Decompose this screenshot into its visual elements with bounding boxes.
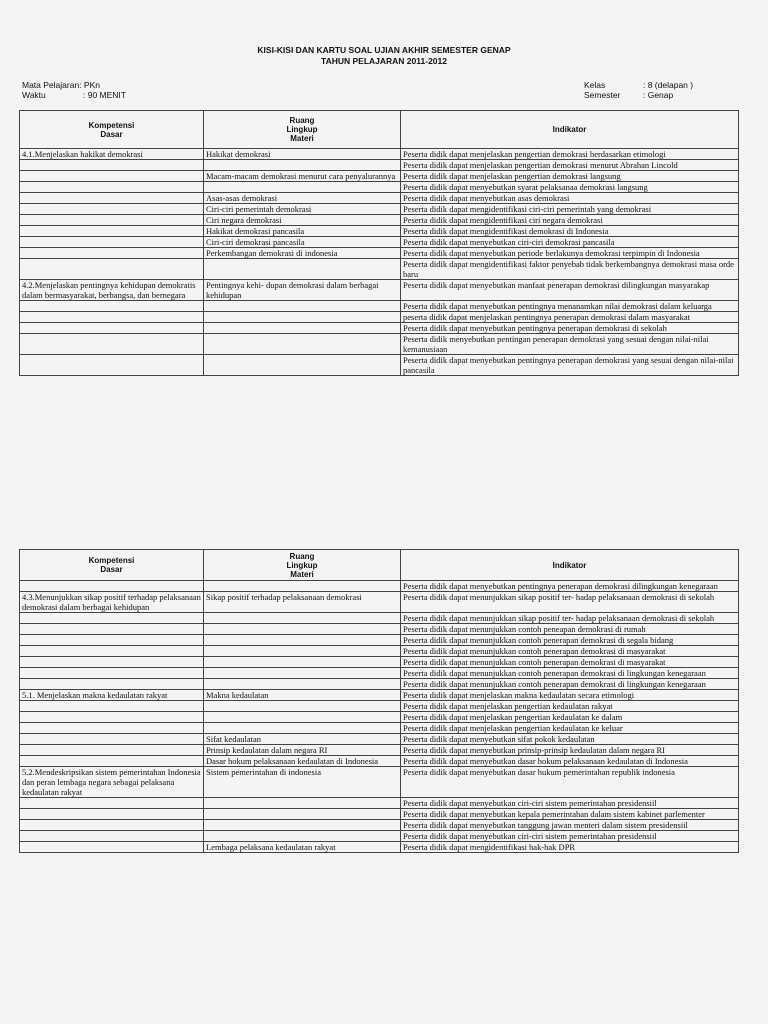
indikator-cell: Peserta didik dapat menunjukkan contoh penerapan demokrasi di masyarakat — [401, 646, 739, 657]
table-row — [20, 259, 739, 280]
materi-cell: Lembaga pelaksana kedaulatan rakyat — [204, 842, 401, 853]
table-row — [20, 679, 739, 690]
kompetensi-dasar-cell: 5.1. Menjelaskan makna kedaulatan rakyat — [20, 690, 204, 701]
materi-cell: Sifat kedaulatan — [204, 734, 401, 745]
indikator-cell: Peserta didik menyebutkan pentingan penerapan demokrasi yang sesuai dengan nilai-nilai kemanusiaan — [401, 334, 739, 355]
materi-cell — [204, 723, 401, 734]
kompetensi-dasar-cell — [20, 624, 204, 635]
materi-cell — [204, 312, 401, 323]
semester-value: : Genap — [643, 90, 674, 100]
waktu-label: Waktu — [22, 90, 46, 100]
indikator-cell: Peserta didik dapat menjelaskan pengertian demokrasi langsung — [401, 171, 739, 182]
indikator-cell: Peserta didik dapat menyebutkan dasar hokum pelaksanaan kedaulatan di Indonesia — [401, 756, 739, 767]
kompetensi-dasar-cell — [20, 613, 204, 624]
indikator-cell: Peserta didik dapat mengidentifikasi demokrasi di Indonesia — [401, 226, 739, 237]
materi-cell: Hakikat demokrasi pancasila — [204, 226, 401, 237]
table-row — [20, 204, 739, 215]
table-row — [20, 820, 739, 831]
materi-cell: Ciri negara demokrasi — [204, 215, 401, 226]
kompetensi-dasar-cell — [20, 248, 204, 259]
materi-cell — [204, 259, 401, 280]
materi-cell: Ciri-ciri demokrasi pancasila — [204, 237, 401, 248]
table-header-row — [20, 550, 739, 581]
indikator-cell: Peserta didik dapat menyebutkan ciri-ciri sistem pemerintahan presidensiil — [401, 798, 739, 809]
header-indikator: Indikator — [401, 111, 739, 149]
indikator-cell: Peserta didik dapat menjelaskan pengertian kedaulatan ke keluar — [401, 723, 739, 734]
table-row — [20, 809, 739, 820]
table-row — [20, 624, 739, 635]
header-kompetensi-dasar: Kompetensi Dasar — [20, 111, 204, 149]
kompetensi-dasar-cell — [20, 226, 204, 237]
kompetensi-dasar-cell — [20, 668, 204, 679]
kompetensi-dasar-cell — [20, 323, 204, 334]
materi-cell — [204, 355, 401, 376]
materi-cell — [204, 831, 401, 842]
table-row — [20, 842, 739, 853]
table-row — [20, 355, 739, 376]
indikator-cell: Peserta didik dapat menyebutkan periode berlakunya demokrasi terpimpin di Indonesia — [401, 248, 739, 259]
indikator-cell: Peserta didik dapat mengidentifikasi ciri-ciri pemerintah yang demokrasi — [401, 204, 739, 215]
indikator-cell: Peserta didik dapat menyebutkan manfaat penerapan demokrasi dilingkungan masyarakap — [401, 280, 739, 301]
materi-cell — [204, 820, 401, 831]
materi-cell — [204, 679, 401, 690]
materi-cell: Asas-asas demokrasi — [204, 193, 401, 204]
table-row — [20, 334, 739, 355]
table-row — [20, 280, 739, 301]
table-row — [20, 831, 739, 842]
indikator-cell: Peserta didik dapat menyebutkan pentingnya menanamkan nilai demokrasi dalam keluarga — [401, 301, 739, 312]
indikator-cell: Peserta didik dapat menyebutkan pentingnya penerapan demokrasi yang sesuai dengan nilai-nilai pancasila — [401, 355, 739, 376]
materi-cell — [204, 635, 401, 646]
table-row — [20, 635, 739, 646]
kompetensi-dasar-cell — [20, 334, 204, 355]
materi-cell: Dasar hokum pelaksanaan kedaulatan di Indonesia — [204, 756, 401, 767]
indikator-cell: Peserta didik dapat menunjukkan contoh penerapan demokrasi di segala bidang — [401, 635, 739, 646]
header-ruang-lingkup-materi: Ruang Lingkup Materi — [204, 111, 401, 149]
kompetensi-dasar-cell — [20, 756, 204, 767]
semester-label: Semester — [584, 90, 621, 100]
indikator-cell: Peserta didik dapat mengidentifikasi ciri negara demokrasi — [401, 215, 739, 226]
table-row — [20, 248, 739, 259]
indikator-cell: Peserta didik dapat menjelaskan pengertian kedaulatan rakyat — [401, 701, 739, 712]
kelas-label: Kelas — [584, 80, 606, 90]
doc-title: KISI-KISI DAN KARTU SOAL UJIAN AKHIR SEMESTER GENAP — [257, 45, 511, 55]
materi-cell: Pentingnya kehi- dupan demokrasi dalam berbagai kehidupan — [204, 280, 401, 301]
materi-cell — [204, 646, 401, 657]
table-row — [20, 193, 739, 204]
table-row — [20, 312, 739, 323]
kompetensi-dasar-cell — [20, 204, 204, 215]
table-row — [20, 182, 739, 193]
indikator-cell: Peserta didik dapat menyebutkan sifat pokok kedaulatan — [401, 734, 739, 745]
kompetensi-dasar-cell — [20, 679, 204, 690]
indikator-cell: Peserta didik dapat menunjukkan sikap positif ter- hadap pelaksanaan demokrasi di sekolah — [401, 613, 739, 624]
waktu-value: : 90 MENIT — [83, 90, 126, 100]
kompetensi-dasar-cell: 4.3.Menunjukkan sikap positif terhadap pelaksanaan demokrasi dalam berbagai kehidupan — [20, 592, 204, 613]
indikator-cell: Peserta didik dapat menjelaskan pengertian demokrasi menurut Abrahan Lincold — [401, 160, 739, 171]
materi-cell — [204, 323, 401, 334]
kompetensi-dasar-cell — [20, 723, 204, 734]
kompetensi-dasar-cell — [20, 182, 204, 193]
kompetensi-dasar-cell — [20, 712, 204, 723]
materi-cell — [204, 160, 401, 171]
table-row — [20, 613, 739, 624]
materi-cell: Perkembangan demokrasi di indonesia — [204, 248, 401, 259]
table-row — [20, 767, 739, 798]
materi-cell: Sistem pemerintahan di indonesia — [204, 767, 401, 798]
kisi-table-1 — [19, 110, 739, 376]
table-row — [20, 323, 739, 334]
kompetensi-dasar-cell — [20, 820, 204, 831]
materi-cell — [204, 613, 401, 624]
table-row — [20, 756, 739, 767]
materi-cell: Sikap positif terhadap pelaksanaan demokrasi — [204, 592, 401, 613]
table-header-row — [20, 111, 739, 149]
table-row — [20, 690, 739, 701]
table-row — [20, 226, 739, 237]
kompetensi-dasar-cell — [20, 160, 204, 171]
indikator-cell: Peserta didik dapat menyebutkan asas demokrasi — [401, 193, 739, 204]
indikator-cell: Peserta didik dapat menunjukkan contoh peneapan demokrasi di rumah — [401, 624, 739, 635]
kompetensi-dasar-cell — [20, 301, 204, 312]
materi-cell — [204, 657, 401, 668]
doc-subtitle: TAHUN PELAJARAN 2011-2012 — [321, 56, 447, 66]
kompetensi-dasar-cell — [20, 831, 204, 842]
kompetensi-dasar-cell — [20, 809, 204, 820]
materi-cell — [204, 182, 401, 193]
kisi-table-2 — [19, 549, 739, 853]
table-row — [20, 237, 739, 248]
indikator-cell: Peserta didik dapat menyebutkan pentingnya penerapan demokrasi di sekolah — [401, 323, 739, 334]
indikator-cell: Peserta didik dapat menyebutkan tanggung jawan menteri dalam sistem presidensiil — [401, 820, 739, 831]
materi-cell: Hakikat demokrasi — [204, 149, 401, 160]
indikator-cell: Peserta didik dapat mengidentifikasi hak-hak DPR — [401, 842, 739, 853]
kompetensi-dasar-cell — [20, 171, 204, 182]
kompetensi-dasar-cell — [20, 355, 204, 376]
table-2-body — [20, 581, 739, 853]
kompetensi-dasar-cell — [20, 646, 204, 657]
table-row — [20, 301, 739, 312]
kompetensi-dasar-cell — [20, 635, 204, 646]
materi-cell — [204, 581, 401, 592]
kompetensi-dasar-cell — [20, 215, 204, 226]
indikator-cell: Peserta didik dapat menjelaskan pengertian kedaulatan ke dalam — [401, 712, 739, 723]
materi-cell: Ciri-ciri pemerintah demokrasi — [204, 204, 401, 215]
kompetensi-dasar-cell — [20, 798, 204, 809]
indikator-cell: Peserta didik dapat menyebutkan ciri-ciri demokrasi pancasila — [401, 237, 739, 248]
table-row — [20, 701, 739, 712]
kompetensi-dasar-cell — [20, 259, 204, 280]
indikator-cell: Peserta didik dapat menjelaskan pengertian demokrasi berdasarkan etimologi — [401, 149, 739, 160]
indikator-cell: Peserta didik dapat menunjukkan contoh penerapan demokrasi di lingkungan kenegaraan — [401, 679, 739, 690]
table-row — [20, 592, 739, 613]
table-row — [20, 734, 739, 745]
kompetensi-dasar-cell — [20, 581, 204, 592]
table-row — [20, 723, 739, 734]
table-1-body — [20, 149, 739, 376]
table-row — [20, 581, 739, 592]
indikator-cell: Peserta didik dapat mengidentifikasi faktor penyebab tidak berkembangnya demokrasi masa orde baru — [401, 259, 739, 280]
indikator-cell: Peserta didik dapat menjelaskan makna kedaulatan secara etimologi — [401, 690, 739, 701]
materi-cell — [204, 712, 401, 723]
indikator-cell: Peserta didik dapat menyebutkan kepala pemerintahan dalam sistem kabinet parlementer — [401, 809, 739, 820]
header-indikator: Indikator — [401, 550, 739, 581]
indikator-cell: Peserta didik dapat menyebutkan dasar hukum pemerintahan republik indonesia — [401, 767, 739, 798]
table-row — [20, 712, 739, 723]
kompetensi-dasar-cell — [20, 237, 204, 248]
indikator-cell: Peserta didik dapat menunjukkan sikap positif ter- hadap pelaksanaan demokrasi di sekolah — [401, 592, 739, 613]
materi-cell — [204, 809, 401, 820]
kompetensi-dasar-cell: 4.2.Menjelaskan pentingnya kehidupan demokratis dalam bermasyarakat, berbangsa, dan bernegara — [20, 280, 204, 301]
materi-cell: Prinsip kedaulatan dalam negara RI — [204, 745, 401, 756]
table-row — [20, 171, 739, 182]
materi-cell — [204, 701, 401, 712]
indikator-cell: peserta didik dapat menjelaskan pentingnya penerapan demokrasi dalam masyarakat — [401, 312, 739, 323]
table-row — [20, 657, 739, 668]
table-row — [20, 798, 739, 809]
kompetensi-dasar-cell — [20, 745, 204, 756]
kelas-value: : 8 (delapan ) — [643, 80, 694, 90]
kompetensi-dasar-cell — [20, 193, 204, 204]
table-row — [20, 668, 739, 679]
indikator-cell: Peserta didik dapat menunjukkan contoh penerapan demokrasi di lingkungan kenegaraan — [401, 668, 739, 679]
materi-cell: Macam-macam demokrasi menurut cara penyalurannya — [204, 171, 401, 182]
indikator-cell: Peserta didik dapat menyebutkan ciri-ciri sistem pemerintahan presidensiil — [401, 831, 739, 842]
kompetensi-dasar-cell — [20, 842, 204, 853]
header-kompetensi-dasar: Kompetensi Dasar — [20, 550, 204, 581]
indikator-cell: Peserta didik dapat menyebutkan prinsip-prinsip kedaulatan dalam negara RI — [401, 745, 739, 756]
kompetensi-dasar-cell — [20, 657, 204, 668]
indikator-cell: Peserta didik dapat menunjukkan contoh penerapan demokrasi di masyarakat — [401, 657, 739, 668]
table-row — [20, 646, 739, 657]
indikator-cell: Peserta didik dapat menyebutkan syarat pelaksanaa demokrasi langsung — [401, 182, 739, 193]
materi-cell — [204, 301, 401, 312]
indikator-cell: Peserta didik dapat menyebutkan pentingnya penerapan demokrasi dilingkungan kenegaraan — [401, 581, 739, 592]
kompetensi-dasar-cell: 4.1.Menjelaskan hakikat demokrasi — [20, 149, 204, 160]
table-row — [20, 215, 739, 226]
table-row — [20, 149, 739, 160]
materi-cell — [204, 624, 401, 635]
header-ruang-lingkup-materi: Ruang Lingkup Materi — [204, 550, 401, 581]
mapel-label: Mata Pelajaran: PKn — [22, 80, 100, 90]
kompetensi-dasar-cell: 5.2.Mendeskripsikan sistem pemerintahan Indonesia dan peran lembaga negara sebagai pelaksana kedaulatan rakyat — [20, 767, 204, 798]
materi-cell — [204, 334, 401, 355]
table-row — [20, 745, 739, 756]
materi-cell: Makna kedaulatan — [204, 690, 401, 701]
table-row — [20, 160, 739, 171]
kompetensi-dasar-cell — [20, 701, 204, 712]
kompetensi-dasar-cell — [20, 312, 204, 323]
kompetensi-dasar-cell — [20, 734, 204, 745]
materi-cell — [204, 798, 401, 809]
materi-cell — [204, 668, 401, 679]
